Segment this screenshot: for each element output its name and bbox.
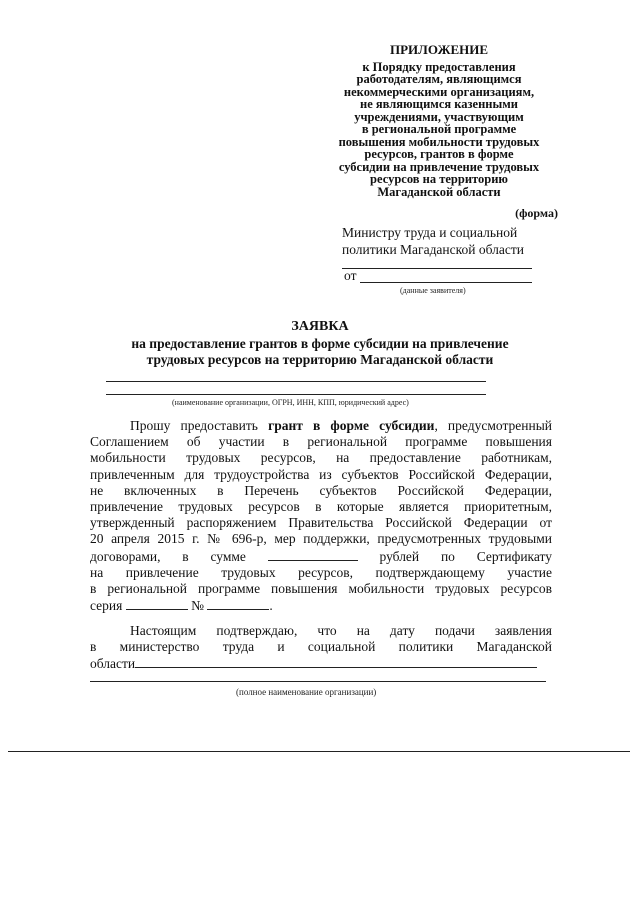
- paragraph-line: на привлечение трудовых ресурсов, подтверждающему участие: [90, 564, 552, 580]
- grant-emphasis: грант в форме субсидии: [268, 418, 435, 433]
- title-line: на предоставление грантов в форме субсидии на привлечение: [131, 336, 509, 351]
- series-label: серия: [90, 598, 123, 614]
- organization-name-blank[interactable]: [135, 655, 537, 668]
- appendix-header: [318, 44, 560, 198]
- application-title: [100, 319, 540, 368]
- title-main: ЗАЯВКА: [291, 319, 349, 334]
- paragraph-line: [90, 597, 552, 614]
- paragraph-line: не включенных в Перечень субъектов Российской Федерации,: [90, 482, 552, 498]
- paragraph-line: Соглашением об участии в региональной программе повышения: [90, 434, 552, 450]
- appendix-line: ресурсов, грантов в форме: [364, 147, 514, 161]
- full-name-blank-line: [90, 681, 546, 682]
- appendix-line: некоммерческими организациям,: [343, 84, 535, 99]
- appendix-line: Магаданской области: [377, 184, 501, 199]
- confirmation-paragraph: [90, 623, 552, 673]
- title-line: трудовых ресурсов на территорию Магаданской области: [146, 352, 494, 367]
- paragraph-line: привлеченным для трудоустройства из субъектов Российской Федерации,: [90, 466, 552, 482]
- appendix-line: повышения мобильности трудовых: [338, 134, 540, 149]
- sum-blank[interactable]: [268, 548, 358, 561]
- paragraph-line: [90, 655, 552, 672]
- end-mark: .: [269, 598, 273, 614]
- appendix-heading: ПРИЛОЖЕНИЕ: [389, 42, 489, 57]
- paragraph-line: Настоящим подтверждаю, что на дату подачи заявления: [130, 623, 552, 638]
- text-fragment: договорами, в сумме: [90, 548, 246, 564]
- paragraph-line: в региональной программе повышения мобильности трудовых ресурсов: [90, 581, 552, 597]
- text-fragment: рублей по Сертификату: [379, 548, 553, 564]
- appendix-line: учреждениями, участвующим: [354, 109, 524, 124]
- appendix-line: не являющимся казенными: [360, 97, 518, 111]
- organization-blank-line: [106, 381, 486, 382]
- paragraph-line: утвержденный распоряжением Правительства Российской Федерации от: [90, 515, 552, 531]
- text-fragment: , предусмотренный: [434, 418, 552, 433]
- addressee-line: политики Магаданской области: [342, 242, 524, 257]
- paragraph-line: привлечение трудовых ресурсов в которые является приоритетным,: [90, 499, 552, 515]
- appendix-line: работодателям, являющимся: [356, 72, 522, 86]
- form-label: (форма): [515, 206, 558, 220]
- appendix-line: ресурсов на территорию: [370, 172, 508, 186]
- page-bottom-rule: [8, 751, 630, 752]
- addressee-line: Министру труда и социальной: [342, 225, 518, 240]
- text-fragment: области: [90, 656, 136, 672]
- organization-blank-line: [106, 394, 486, 395]
- applicant-data-caption: (данные заявителя): [400, 286, 466, 295]
- addressee-blank-line: [342, 268, 532, 269]
- text-fragment: Прошу предоставить: [130, 418, 269, 433]
- applicant-data-blank-line: [360, 282, 532, 283]
- paragraph-line: [90, 548, 552, 565]
- appendix-line: в региональной программе: [361, 122, 517, 136]
- paragraph-line: 20 апреля 2015 г. № 696-р, мер поддержки, предусмотренных трудовыми: [90, 531, 552, 547]
- series-blank[interactable]: [126, 597, 188, 610]
- organization-caption: (наименование организации, ОГРН, ИНН, КПП, юридический адрес): [172, 398, 409, 407]
- full-name-caption: (полное наименование организации): [236, 687, 377, 697]
- from-label: от: [344, 268, 357, 283]
- number-label: №: [191, 598, 204, 614]
- request-paragraph: [90, 418, 552, 614]
- paragraph-line: мобильности трудовых ресурсов, на предоставление работникам,: [90, 450, 552, 466]
- addressee-block: [342, 224, 547, 258]
- paragraph-line: [90, 418, 552, 434]
- appendix-line: субсидии на привлечение трудовых: [338, 159, 540, 174]
- appendix-line: к Порядку предоставления: [362, 59, 516, 74]
- paragraph-line: в министерство труда и социальной политики Магаданской: [90, 639, 552, 655]
- number-blank[interactable]: [207, 597, 269, 610]
